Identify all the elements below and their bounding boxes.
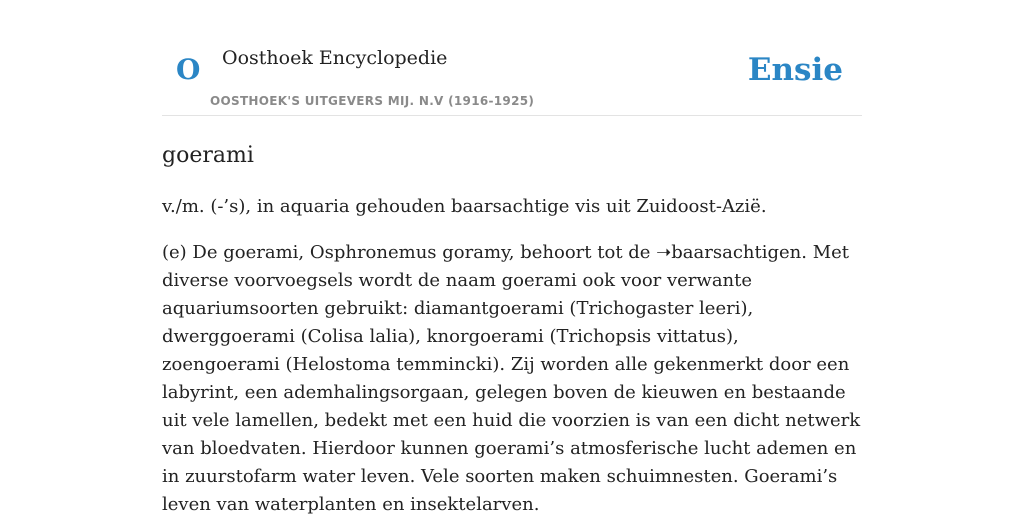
page-container [162,0,862,519]
cross-reference-link-baarsachtigen[interactable] [656,242,801,263]
entry-definition: v./m. (-’s), in aquaria gehouden baarsachtige vis uit Zuidoost-Azië. [162,196,767,217]
entry-body-rest: . Met diverse voorvoegsels wordt de naam goerami ook voor verwante aquariumsoorten gebruikt: diamantgoerami (Trichogaster leeri), dwerggoerami (Colisa lalia), knorgoerami (Trichopsis vittatus), zoengoerami (Helostoma temmincki). Zij worden alle gekenmerkt door een labyrint, een ademhalingsorgaan, gelegen boven de kieuwen en bestaande uit vele lamellen, bedekt met een huid die voorzien is van een dicht netwerk van bloedvaten. Hierdoor kunnen goerami’s atmosferische lucht ademen en in zuurstofarm water leven. Vele soorten maken schuimnesten. Goerami’s leven van waterplanten en insektelarven. [162,242,861,515]
publisher-label: OOSTHOEK'S UITGEVERS MIJ. N.V (1916-1925) [210,94,535,108]
encyclopedia-logo-link[interactable]: O [176,53,201,86]
encyclopedia-title-link[interactable]: Oosthoek Encyclopedie [222,47,448,69]
entry-body [162,239,862,519]
entry-headword: goerami [162,143,254,168]
cross-reference-arrow-icon: ➝ [656,242,672,263]
encyclopedia-header [162,0,862,116]
ensie-brand-link[interactable]: Ensie [747,52,843,88]
entry-body-start: (e) De goerami, Osphronemus goramy, behoort tot de [162,242,657,263]
cross-reference-label: baarsachtigen [671,242,802,263]
